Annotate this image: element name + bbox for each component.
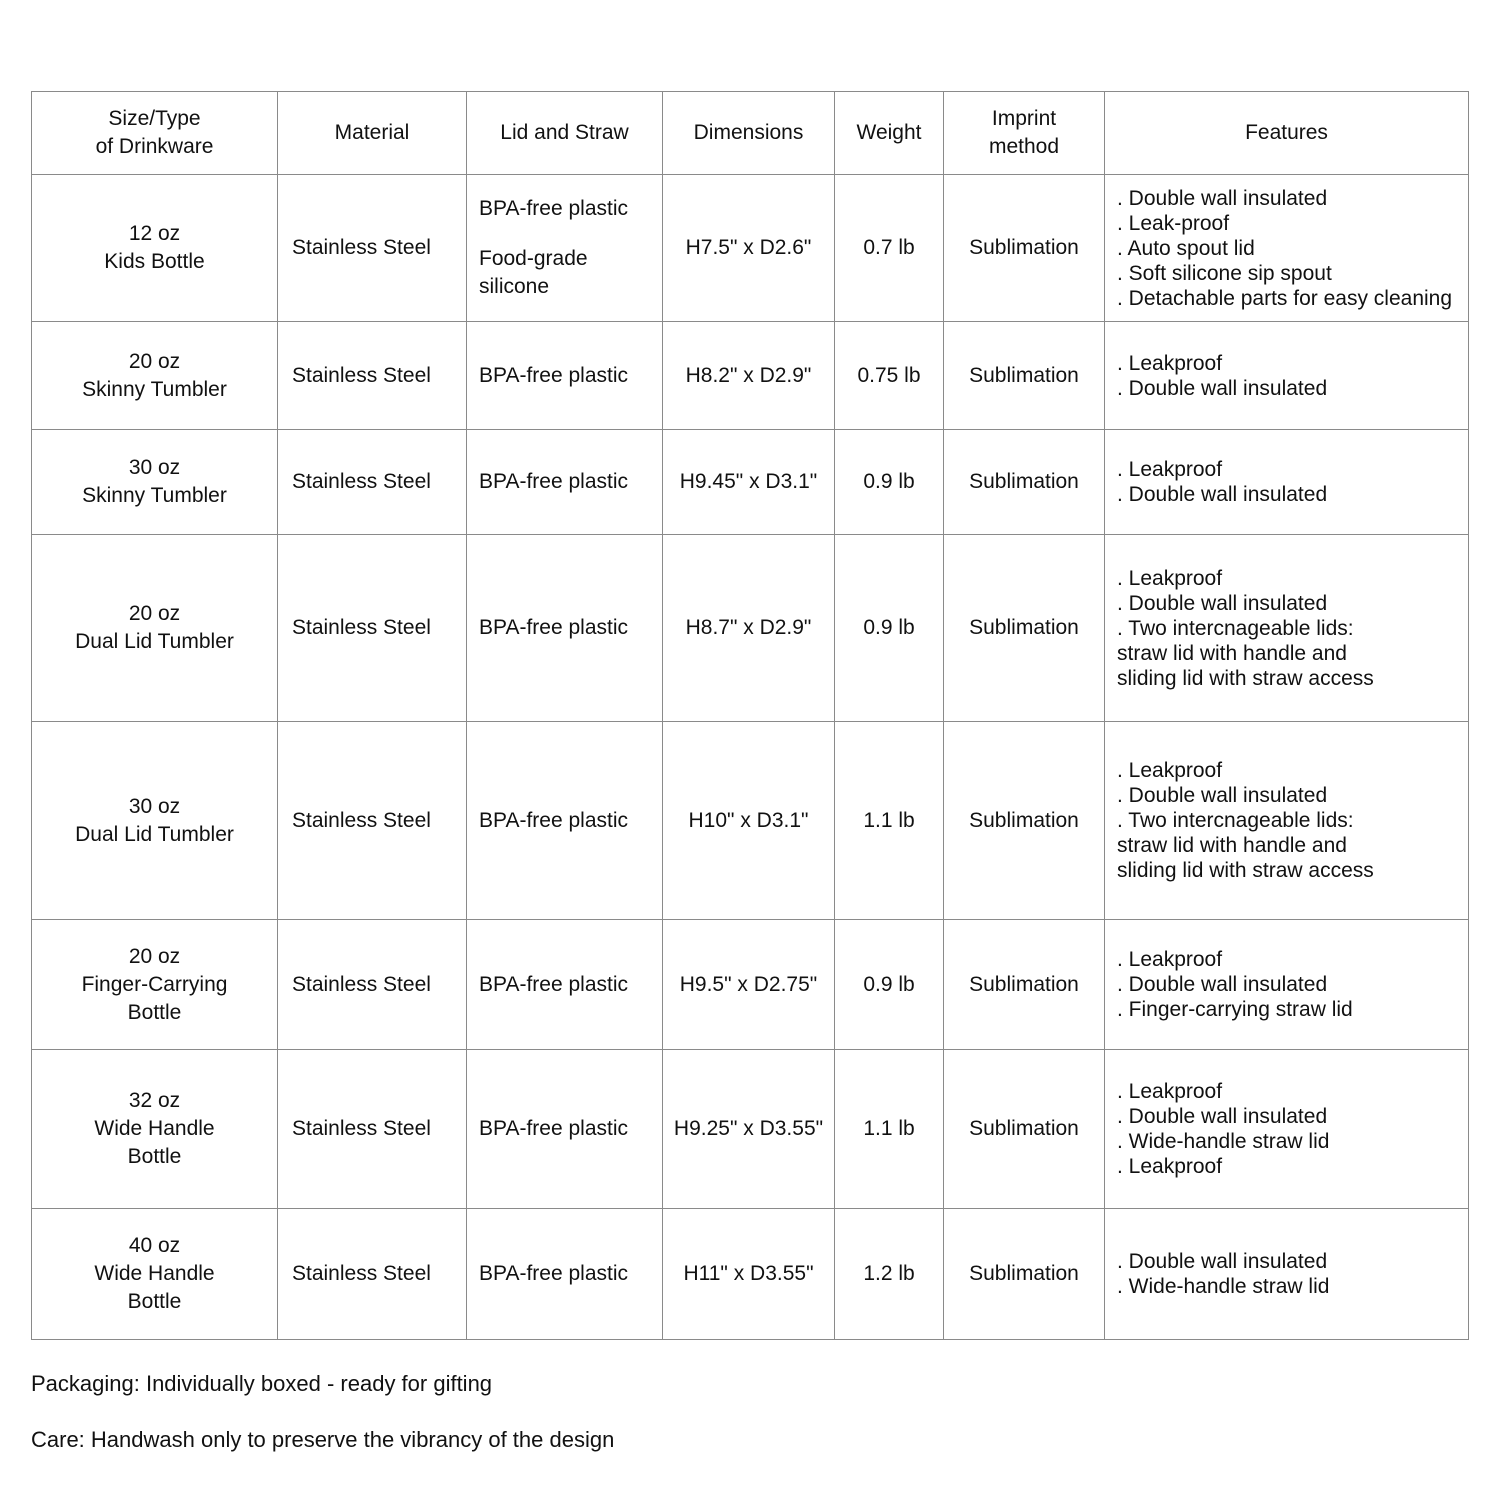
dimensions-cell: H10" x D3.1" — [663, 722, 835, 920]
table-row — [32, 1209, 1469, 1340]
weight-cell: 1.1 lb — [835, 1050, 944, 1209]
feature-item: . Leak-proof — [1117, 211, 1230, 235]
size-type-line: Finger-Carrying — [81, 972, 228, 996]
size-type-cell — [32, 920, 278, 1050]
dimensions-cell: H9.25" x D3.55" — [663, 1050, 835, 1209]
size-type-line: Dual Lid Tumbler — [75, 630, 234, 653]
size-type-line: Dual Lid Tumbler — [75, 822, 234, 846]
size-type-cell — [32, 535, 278, 722]
lid-straw-line: BPA-free plastic — [479, 197, 628, 220]
size-type-line: Wide Handle — [94, 1262, 215, 1285]
feature-item: . Double wall insulated — [1117, 784, 1328, 807]
imprint-method-cell: Sublimation — [944, 1209, 1105, 1340]
dimensions-cell: H9.5" x D2.75" — [663, 920, 835, 1050]
feature-item: . Double wall insulated — [1117, 973, 1328, 996]
features-cell — [1105, 920, 1469, 1050]
drinkware-spec-table — [31, 91, 1469, 1340]
feature-item: straw lid with handle and — [1117, 834, 1347, 857]
feature-item: straw lid with handle and — [1117, 641, 1347, 665]
feature-item: . Auto spout lid — [1117, 236, 1255, 260]
size-type-line: Kids Bottle — [104, 250, 205, 273]
feature-item: . Double wall insulated — [1117, 1250, 1328, 1273]
weight-cell: 0.9 lb — [835, 920, 944, 1050]
size-type-line: 20 oz — [128, 349, 181, 373]
material-cell: Stainless Steel — [278, 1050, 467, 1209]
lid-straw-line: Food-grade — [479, 247, 588, 270]
lid-straw-line: BPA-free plastic — [479, 1117, 628, 1140]
feature-item: sliding lid with straw access — [1117, 666, 1374, 690]
size-type-line: Bottle — [127, 1145, 182, 1168]
table-row — [32, 535, 1469, 722]
size-type-line: Skinny Tumbler — [82, 377, 227, 401]
size-type-line: 30 oz — [128, 794, 181, 818]
size-type-line: Wide Handle — [94, 1117, 215, 1140]
header-size-type: Size/Type of Drinkware — [32, 92, 278, 175]
feature-item: . Finger-carrying straw lid — [1117, 998, 1353, 1021]
imprint-method-cell: Sublimation — [944, 430, 1105, 535]
lid-straw-cell — [467, 1050, 663, 1209]
dimensions-cell: H8.7" x D2.9" — [663, 535, 835, 722]
size-type-cell — [32, 1050, 278, 1209]
feature-item: . Two intercnageable lids: — [1117, 809, 1354, 832]
imprint-method-cell: Sublimation — [944, 722, 1105, 920]
feature-item: . Double wall insulated — [1117, 483, 1328, 506]
weight-cell: 1.1 lb — [835, 722, 944, 920]
feature-item: . Leakproof — [1117, 759, 1223, 782]
feature-item: . Leakproof — [1117, 458, 1223, 481]
feature-item: . Leakproof — [1117, 948, 1223, 971]
feature-item: sliding lid with straw access — [1117, 859, 1374, 882]
dimensions-cell: H9.45" x D3.1" — [663, 430, 835, 535]
feature-item: . Double wall insulated — [1117, 376, 1328, 400]
lid-straw-line: BPA-free plastic — [479, 363, 628, 387]
imprint-method-cell: Sublimation — [944, 920, 1105, 1050]
weight-cell: 0.9 lb — [835, 430, 944, 535]
size-type-cell — [32, 322, 278, 430]
lid-straw-cell — [467, 920, 663, 1050]
size-type-cell — [32, 430, 278, 535]
features-cell — [1105, 322, 1469, 430]
table-row — [32, 175, 1469, 322]
feature-item: . Leakproof — [1117, 566, 1223, 590]
imprint-method-cell: Sublimation — [944, 535, 1105, 722]
weight-cell: 0.7 lb — [835, 175, 944, 322]
feature-item: . Detachable parts for easy cleaning — [1117, 286, 1453, 310]
size-type-line: 32 oz — [128, 1089, 181, 1112]
lid-straw-cell — [467, 1209, 663, 1340]
lid-straw-cell — [467, 535, 663, 722]
material-cell: Stainless Steel — [278, 430, 467, 535]
size-type-line: 20 oz — [128, 944, 181, 968]
header-features: Features — [1105, 92, 1469, 175]
header-weight: Weight — [835, 92, 944, 175]
features-cell — [1105, 535, 1469, 722]
lid-straw-line: BPA-free plastic — [479, 972, 628, 996]
feature-item: . Double wall insulated — [1117, 1105, 1328, 1128]
size-type-line: 30 oz — [128, 456, 181, 479]
material-cell: Stainless Steel — [278, 1209, 467, 1340]
imprint-method-cell: Sublimation — [944, 1050, 1105, 1209]
lid-straw-line: silicone — [479, 275, 550, 298]
feature-item: . Wide-handle straw lid — [1117, 1275, 1330, 1298]
material-cell: Stainless Steel — [278, 322, 467, 430]
feature-item: . Two intercnageable lids: — [1117, 616, 1354, 640]
size-type-line: 20 oz — [128, 602, 181, 625]
weight-cell: 0.75 lb — [835, 322, 944, 430]
size-type-line: 40 oz — [128, 1234, 181, 1257]
lid-straw-cell — [467, 430, 663, 535]
table-row — [32, 430, 1469, 535]
feature-item: . Leakproof — [1117, 351, 1223, 375]
lid-straw-line: BPA-free plastic — [479, 616, 628, 639]
feature-item: . Double wall insulated — [1117, 186, 1328, 210]
care-note: Care: Handwash only to preserve the vibrancy of the design — [31, 1427, 615, 1452]
feature-item: . Wide-handle straw lid — [1117, 1130, 1330, 1153]
size-type-line: 12 oz — [128, 222, 181, 245]
table-row — [32, 722, 1469, 920]
features-cell — [1105, 175, 1469, 322]
lid-straw-cell — [467, 175, 663, 322]
imprint-method-cell: Sublimation — [944, 322, 1105, 430]
packaging-note: Packaging: Individually boxed - ready for gifting — [31, 1371, 493, 1396]
imprint-method-cell: Sublimation — [944, 175, 1105, 322]
size-type-cell — [32, 722, 278, 920]
size-type-cell — [32, 175, 278, 322]
material-cell: Stainless Steel — [278, 722, 467, 920]
material-cell: Stainless Steel — [278, 920, 467, 1050]
header-dimensions: Dimensions — [663, 92, 835, 175]
header-imprint-method: Imprint method — [944, 92, 1105, 175]
material-cell: Stainless Steel — [278, 535, 467, 722]
lid-straw-line: BPA-free plastic — [479, 470, 628, 493]
table-row — [32, 322, 1469, 430]
header-lid-straw: Lid and Straw — [467, 92, 663, 175]
header-material: Material — [278, 92, 467, 175]
dimensions-cell: H7.5" x D2.6" — [663, 175, 835, 322]
feature-item: . Soft silicone sip spout — [1117, 261, 1332, 285]
material-cell: Stainless Steel — [278, 175, 467, 322]
dimensions-cell: H11" x D3.55" — [663, 1209, 835, 1340]
size-type-line: Bottle — [127, 1000, 182, 1024]
dimensions-cell: H8.2" x D2.9" — [663, 322, 835, 430]
table-row — [32, 1050, 1469, 1209]
features-cell — [1105, 1209, 1469, 1340]
size-type-line: Bottle — [127, 1290, 182, 1313]
lid-straw-cell — [467, 722, 663, 920]
features-cell — [1105, 1050, 1469, 1209]
weight-cell: 0.9 lb — [835, 535, 944, 722]
header-row — [32, 92, 1469, 175]
weight-cell: 1.2 lb — [835, 1209, 944, 1340]
features-cell — [1105, 722, 1469, 920]
lid-straw-cell — [467, 322, 663, 430]
lid-straw-line: BPA-free plastic — [479, 808, 628, 832]
feature-item: . Leakproof — [1117, 1155, 1223, 1178]
size-type-line: Skinny Tumbler — [82, 484, 227, 507]
lid-straw-line: BPA-free plastic — [479, 1262, 628, 1285]
feature-item: . Double wall insulated — [1117, 591, 1328, 615]
table-row — [32, 920, 1469, 1050]
size-type-cell — [32, 1209, 278, 1340]
feature-item: . Leakproof — [1117, 1080, 1223, 1103]
features-cell — [1105, 430, 1469, 535]
